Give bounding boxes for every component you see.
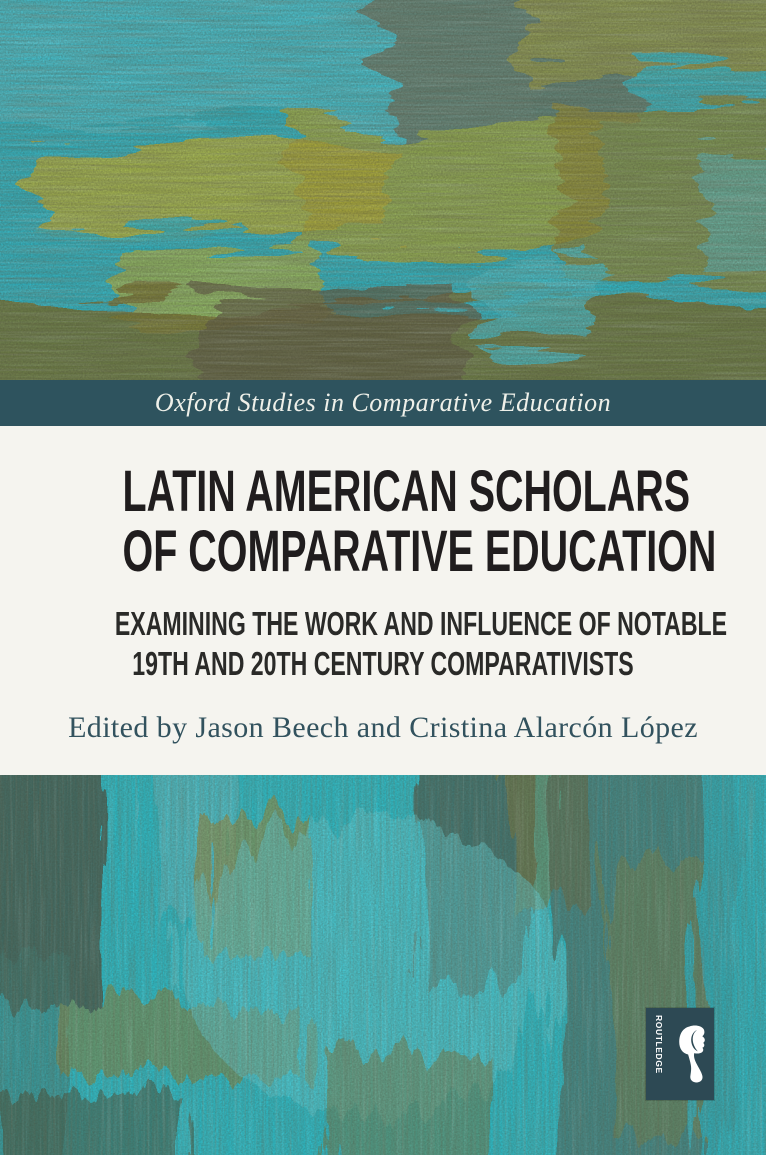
book-subtitle [0,604,766,684]
abstract-painting-top [0,0,766,381]
title-line-1: LATIN AMERICAN SCHOLARS [122,459,691,524]
title-panel [0,426,766,775]
series-title: Oxford Studies in Comparative Education [154,388,612,417]
series-band [0,380,766,426]
subtitle-line-1: EXAMINING THE WORK AND INFLUENCE OF NOTABLE [114,605,728,642]
title-line-2: OF COMPARATIVE EDUCATION [122,519,717,584]
routledge-wordmark: ROUTLEDGE [654,1015,664,1074]
cover-art-top [0,0,766,381]
editors-line: Edited by Jason Beech and Cristina Alarcón López [68,711,698,744]
subtitle-line-2: 19TH AND 20TH CENTURY COMPARATIVISTS [132,645,634,682]
routledge-r-icon [677,1021,709,1087]
routledge-logo [646,1008,714,1100]
book-title [0,459,766,584]
